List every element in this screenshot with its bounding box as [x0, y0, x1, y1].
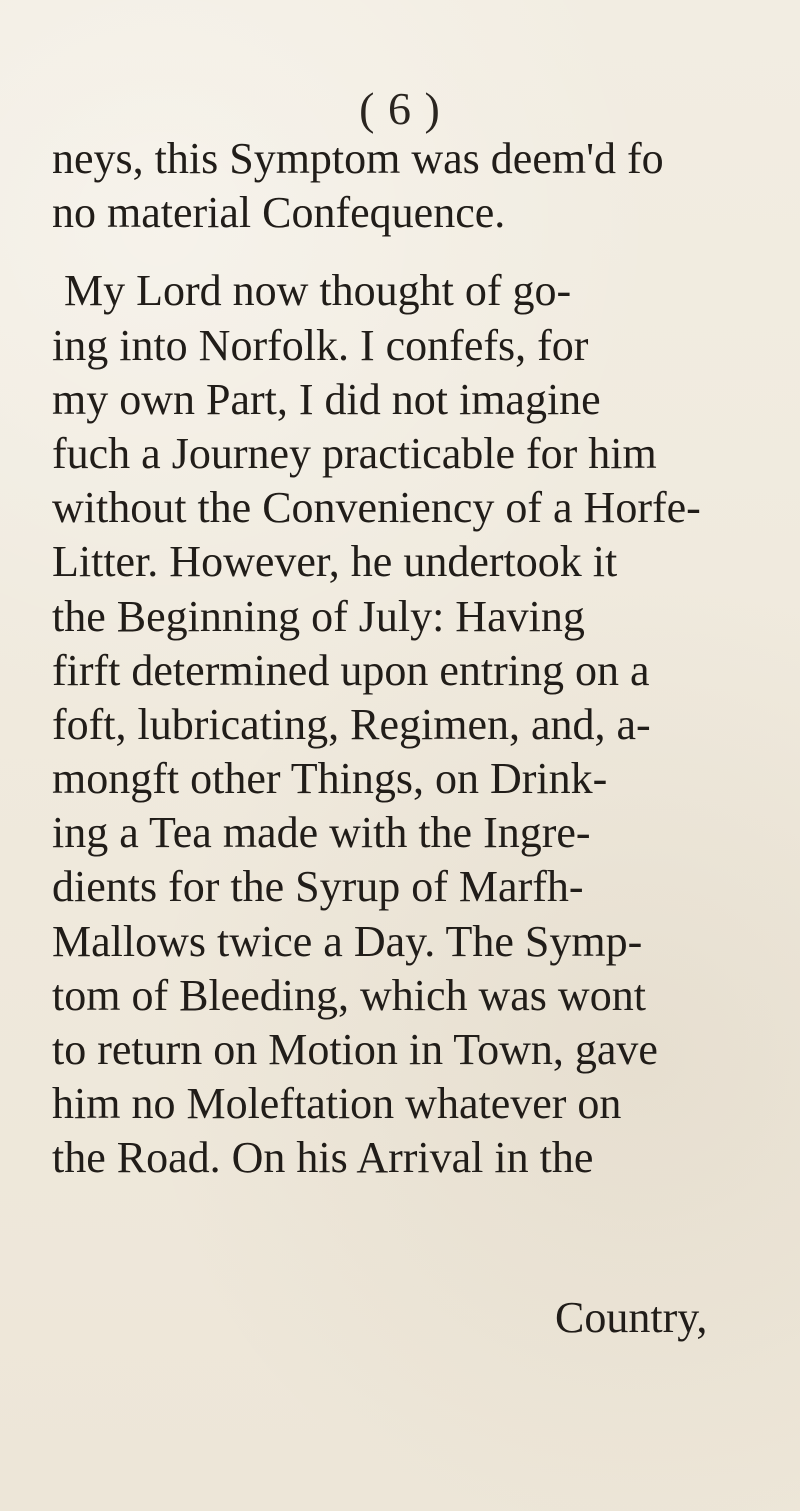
text-line-14: dients for the Syrup of Marfh- — [52, 862, 584, 912]
text-line-10: firft determined upon entring on a — [52, 645, 650, 695]
text-line-7: without the Conveniency of a Horfe- — [52, 483, 701, 533]
text-line-5: my own Part, I did not imagine — [52, 374, 601, 424]
text-line-2: no material Confequence. — [52, 188, 506, 238]
page-number: ( 6 ) — [359, 83, 441, 134]
text-line-16: tom of Bleeding, which was wont — [52, 970, 646, 1020]
text-line-19: the Road. On his Arrival in the — [52, 1133, 594, 1183]
text-line-11: foft, lubricating, Regimen, and, a- — [52, 699, 651, 749]
text-line-4: ing into Norfolk. I confefs, for — [52, 320, 589, 370]
text-line-1: neys, this Symptom was deem'd fo — [52, 134, 664, 183]
body-text — [52, 132, 772, 1186]
text-line-9: the Beginning of July: Having — [52, 591, 585, 641]
text-line-12: mongft other Things, on Drink- — [52, 754, 608, 804]
text-line-3: My Lord now thought of go- — [64, 266, 572, 316]
text-line-8: Litter. However, he undertook it — [52, 537, 618, 587]
text-line-6: fuch a Journey practicable for him — [52, 428, 657, 478]
text-line-13: ing a Tea made with the Ingre- — [52, 808, 591, 858]
catchword: Country, — [555, 1293, 708, 1342]
text-line-15: Mallows twice a Day. The Symp- — [52, 916, 643, 966]
text-line-18: him no Moleftation whatever on — [52, 1079, 622, 1129]
text-line-17: to return on Motion in Town, gave — [52, 1025, 658, 1074]
